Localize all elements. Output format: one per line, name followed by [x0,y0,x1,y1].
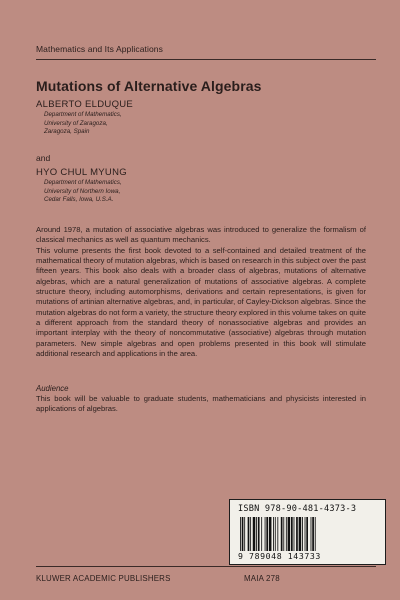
book-title: Mutations of Alternative Algebras [36,78,262,94]
top-rule [36,59,376,60]
ean-number: 9 789048 143733 [238,551,321,561]
affiliation-line: Zaragoza, Spain [44,128,90,136]
affiliation-line: Cedar Falls, Iowa, U.S.A. [44,196,114,204]
author-1-name: ALBERTO ELDUQUE [36,99,134,110]
series-name: Mathematics and Its Applications [36,44,163,54]
author-2-name: HYO CHUL MYUNG [36,167,127,178]
bottom-rule [36,566,376,567]
and-conjunction: and [36,153,51,163]
barcode-bars [240,517,376,551]
isbn-number: ISBN 978-90-481-4373-3 [238,504,357,514]
description-paragraph-1: Around 1978, a mutation of associative algebras was introduced to generalize the formalism of classical mechanics as well as quantum mechanics. [36,225,366,245]
audience-text: This book will be valuable to graduate students, mathematicians and physicists interested in applications of algebras. [36,394,366,414]
affiliation-line: Department of Mathematics, [44,179,122,186]
affiliation-line: University of Northern Iowa, [44,187,121,195]
series-number: MAIA 278 [244,574,280,583]
book-description [36,225,366,359]
isbn-barcode [229,499,386,565]
author-2-affiliation [44,179,122,205]
publisher-name: KLUWER ACADEMIC PUBLISHERS [36,574,171,583]
audience-heading: Audience [36,384,69,393]
description-paragraph-2: This volume presents the first book devoted to a self-contained and detailed treatment of the mathematical theory of mutation algebras, which is based on research in this subject over the past fifteen years. This book also deals with a broader class of algebras, mutations of alternative algebras, which are a natural generalization of mutations of associative algebras. A complete structure theory, including automorphisms, derivations and certain representations, is given for mutations of artinian alternative algebras, and, in particular, of Cayley-Dickson algebras. Since the mutation algebras do not form a variety, the structure theory explored in this volume takes on quite a different approach from the standard theory of nonassociative algebras and provides an important interplay with the theory of noncommutative (associative) algebras through mutation parameters. New simple algebras and open problems presented in this book will stimulate additional research and applications in the area. [36,245,366,359]
author-1-affiliation [44,111,122,137]
affiliation-line: Department of Mathematics, [44,111,122,118]
affiliation-line: University of Zaragoza, [44,119,108,127]
